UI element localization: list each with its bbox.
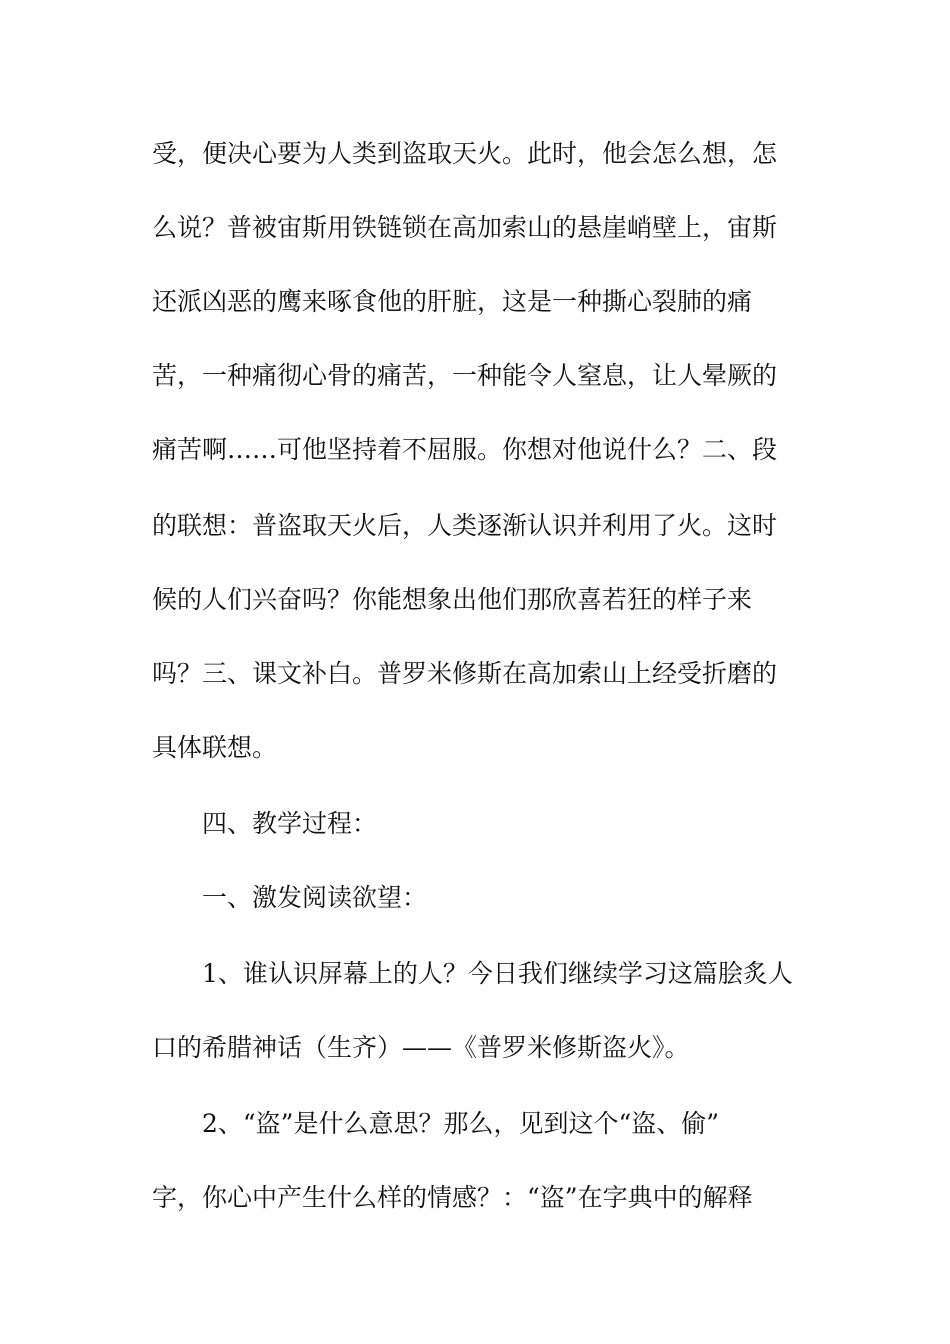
text-line: 吗？三、课文补白。普罗米修斯在高加索山上经受折磨的 [152,659,778,688]
text-line: 2、“盗”是什么意思？那么，见到这个“盗、偷” [202,1109,720,1138]
text-line: 么说？普被宙斯用铁链锁在高加索山的悬崖峭壁上，宙斯 [152,213,778,242]
text-line: 具体联想。 [152,733,278,762]
text-line: 受，便决心要为人类到盗取天火。此时，他会怎么想，怎 [152,139,778,168]
text-line: 还派凶恶的鹰来啄食他的肝脏，这是一种撕心裂肺的痛 [152,287,753,316]
text-line: 苦，一种痛彻心骨的痛苦，一种能令人窒息，让人晕厥的 [152,361,778,390]
text-line: 字，你心中产生什么样的情感？：“盗”在字典中的解释 [152,1183,753,1212]
subsection-heading: 一、激发阅读欲望： [202,883,428,912]
text-line: 候的人们兴奋吗？你能想象出他们那欣喜若狂的样子来 [152,585,753,614]
text-line: 的联想：普盗取天火后，人类逐渐认识并利用了火。这时 [152,511,778,540]
section-heading: 四、教学过程： [202,809,378,838]
text-line: 痛苦啊……可他坚持着不屈服。你想对他说什么？二、段 [152,435,778,464]
text-line: 1、谁认识屏幕上的人？今日我们继续学习这篇脍炙人 [202,959,793,988]
text-line: 口的希腊神话（生齐）——《普罗米修斯盗火》。 [152,1033,690,1062]
